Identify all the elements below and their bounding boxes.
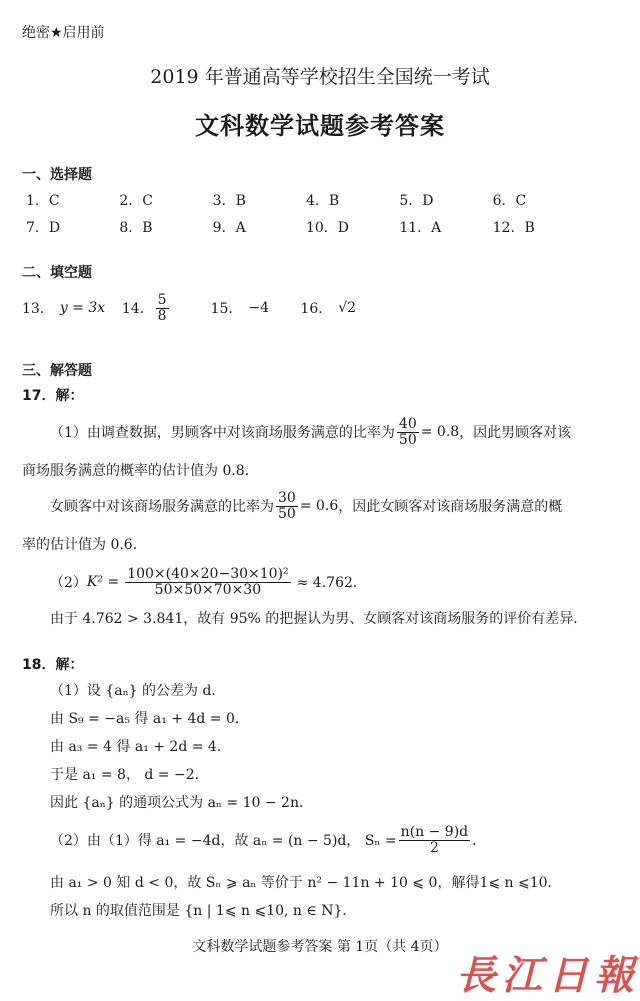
q18-line-5: 因此 {aₙ} 的通项公式为 aₙ = 10 − 2n．: [50, 795, 313, 811]
problem-18-label: 18．解：: [22, 657, 84, 673]
q17-k-squared: K² =: [86, 574, 120, 590]
answer-14-numerator: 5: [157, 291, 167, 308]
q17-ratio-women: = 0.6: [299, 498, 339, 514]
answer-13-label: 13．: [22, 301, 54, 317]
q17-part1-text: （1）由调查数据，男顾客中对该商场服务满意的比率为: [50, 425, 395, 441]
answer-16-value: √2: [338, 300, 357, 316]
q17-fraction-men-denominator: 50: [398, 431, 417, 448]
answer-11: 11．A: [399, 220, 442, 236]
q17-part2-formula: [50, 560, 367, 604]
q17-chi-square-denominator: 50×50×70×30: [154, 581, 262, 598]
answer-16-label: 16．: [300, 301, 333, 317]
answer-10: 10．D: [305, 220, 350, 236]
q18-line-6-end: ．: [472, 833, 487, 849]
q18-line-4: 于是 a₁ = 8， d = −2．: [50, 767, 209, 783]
section-heading-choice: 一、选择题: [22, 167, 92, 183]
answer-14-denominator: 8: [157, 307, 167, 324]
q17-part1-text-end: ，因此男顾客对该: [459, 425, 572, 441]
q17-fraction-women-numerator: 30: [278, 489, 296, 506]
answer-13-value: y = 3x: [59, 300, 106, 316]
answer-5: 5．D: [399, 193, 434, 209]
q17-fraction-men-numerator: 40: [398, 415, 417, 432]
q18-line-3: 由 a₃ = 4 得 a₁ + 2d = 4．: [50, 739, 231, 755]
problem-17-label: 17．解：: [22, 388, 84, 404]
q17-chi-square-numerator: 100×(40×20−30×10)²: [127, 565, 289, 582]
answer-8: 8．B: [119, 220, 153, 236]
q18-line-7: 由 a₁ > 0 知 d < 0，故 Sₙ ⩾ aₙ 等价于 n² − 11n + 10 ⩽ 0，解得1⩽ n ⩽10．: [50, 875, 562, 891]
q18-line-6-text: （2）由（1）得 a₁ = −4d，故 aₙ = (n − 5)d， Sₙ =: [50, 833, 397, 849]
q17-part2-label: （2）: [50, 575, 87, 591]
answer-6: 6．C: [492, 193, 527, 209]
answer-3: 3．B: [212, 193, 246, 209]
q17-fraction-men: [397, 417, 419, 447]
q17-part1-women-line2: 率的估计值为 0.6．: [22, 537, 147, 553]
q17-fraction-women-denominator: 50: [278, 505, 296, 522]
page-footer: 文科数学试题参考答案 第 1页（共 4页）: [192, 939, 448, 955]
q18-line-1: （1）设 {aₙ} 的公差为 d．: [50, 683, 226, 699]
q17-women-text-end: ，因此女顾客对该商场服务满意的概: [338, 499, 563, 515]
q17-part1-line2: 商场服务满意的概率的估计值为 0.8．: [22, 463, 259, 479]
q17-chi-square-result: ≈ 4.762．: [296, 575, 367, 591]
answer-15-label: 15．: [210, 301, 243, 317]
answer-9: 9．A: [212, 220, 246, 236]
answer-14-fraction: [156, 293, 169, 323]
exam-title: 2019 年普通高等学校招生全国统一考试: [150, 66, 490, 88]
document-title: 文科数学试题参考答案: [195, 111, 445, 140]
section-heading-solutions: 三、解答题: [22, 363, 92, 379]
answer-4: 4．B: [305, 193, 340, 209]
q17-part1-women-line1: [50, 484, 562, 528]
fill-answers-row: [22, 288, 422, 328]
secret-mark: 绝密★启用前: [22, 25, 105, 41]
q17-conclusion: 由于 4.762 > 3.841，故有 95% 的把握认为男、女顾客对该商场服务的评价有差异．: [50, 611, 588, 627]
answer-1: 1．C: [26, 193, 60, 209]
q18-sum-numerator: n(n − 9)d: [400, 823, 469, 840]
q18-sum-fraction: [399, 825, 470, 855]
choice-answers-row-2: [26, 217, 586, 237]
q17-ratio-men: = 0.8: [420, 424, 460, 440]
q17-women-text: 女顾客中对该商场服务满意的比率为: [50, 499, 274, 515]
q17-fraction-women: [276, 491, 298, 521]
section-heading-fill: 二、填空题: [22, 265, 92, 281]
answer-15-value: −4: [248, 300, 270, 316]
q18-line-2: 由 S₉ = −a₅ 得 a₁ + 4d = 0．: [50, 711, 249, 727]
answer-7: 7．D: [26, 220, 61, 236]
answer-2: 2．C: [119, 193, 153, 209]
q18-line-8: 所以 n 的取值范围是 {n | 1⩽ n ⩽10, n ∈ N}．: [50, 903, 357, 919]
watermark-logo: 長江日報: [456, 952, 640, 999]
answer-12: 12．B: [492, 220, 535, 236]
q17-part1-line1: [50, 410, 571, 454]
q17-chi-square-fraction: [125, 567, 290, 597]
answer-14-label: 14．: [121, 301, 154, 317]
choice-answers-row-1: [26, 190, 586, 210]
q18-line-6: [50, 818, 486, 862]
q18-sum-denominator: 2: [429, 839, 439, 856]
